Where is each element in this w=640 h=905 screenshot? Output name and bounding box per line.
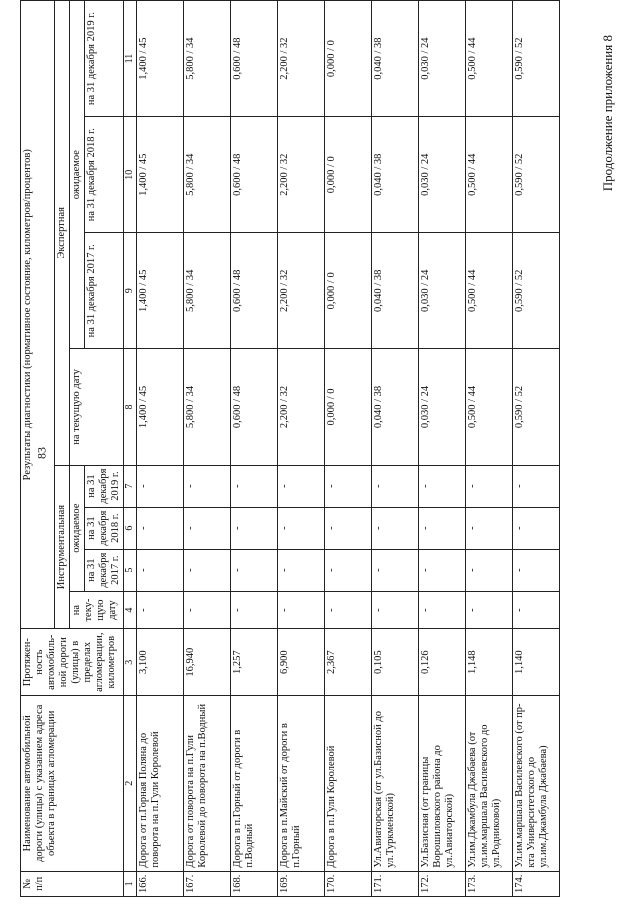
column-number: 11 — [124, 1, 137, 117]
cell-i1: - — [136, 591, 183, 629]
cell-e3: 0,500 / 44 — [465, 117, 512, 233]
header-name: Наименование автомобильной дороги (улицы) с указанием адреса объекта в границах агломерации — [21, 695, 124, 871]
cell-e1: 0,030 / 24 — [418, 349, 465, 465]
cell-no: 172. — [418, 871, 465, 896]
cell-e2: 5,800 / 34 — [183, 233, 230, 349]
cell-i2: - — [230, 549, 277, 591]
page-number: 83 — [34, 447, 49, 459]
cell-i4: - — [324, 465, 371, 507]
cell-i3: - — [230, 507, 277, 549]
cell-length: 1,257 — [230, 629, 277, 695]
header-length: Протяжен-ность автомобиль-ной дороги (улицы) в пределах агломерации, километров — [21, 629, 124, 695]
cell-e2: 1,400 / 45 — [136, 233, 183, 349]
cell-no: 174. — [512, 871, 559, 896]
header-instr-2017: на 31 декабря 2017 г. — [85, 549, 124, 591]
cell-i4: - — [512, 465, 559, 507]
cell-no: 166. — [136, 871, 183, 896]
cell-i3: - — [418, 507, 465, 549]
cell-name: Ул.им.Джамбула Джабаева (от ул.им.маршала Василевского до ул.Родниковой) — [465, 695, 512, 871]
column-numbers-row — [124, 1, 137, 897]
cell-name: Ул.Авиаторская (от ул.Базисной до ул.Туркменской) — [371, 695, 418, 871]
cell-i1: - — [324, 591, 371, 629]
cell-length: 6,900 — [277, 629, 324, 695]
cell-i1: - — [277, 591, 324, 629]
header-expert-2018: на 31 декабря 2018 г. — [85, 117, 124, 233]
cell-i2: - — [465, 549, 512, 591]
cell-i1: - — [371, 591, 418, 629]
cell-i4: - — [277, 465, 324, 507]
cell-i2: - — [183, 549, 230, 591]
column-number: 3 — [124, 629, 137, 695]
cell-name: Дорога в п.Майский от дороги в п.Горный — [277, 695, 324, 871]
header-expert: Экспертная — [55, 1, 70, 466]
table-row — [465, 1, 512, 897]
cell-e2: 0,030 / 24 — [418, 233, 465, 349]
column-number: 6 — [124, 507, 137, 549]
cell-i1: - — [512, 591, 559, 629]
column-number: 8 — [124, 349, 137, 465]
cell-i3: - — [371, 507, 418, 549]
table-body — [136, 1, 559, 897]
column-number: 5 — [124, 549, 137, 591]
cell-name: Дорога в п.Гули Королевой — [324, 695, 371, 871]
cell-e3: 0,030 / 24 — [418, 117, 465, 233]
cell-i4: - — [418, 465, 465, 507]
cell-i1: - — [465, 591, 512, 629]
cell-no: 173. — [465, 871, 512, 896]
cell-i2: - — [418, 549, 465, 591]
column-number: 7 — [124, 465, 137, 507]
cell-e1: 0,000 / 0 — [324, 349, 371, 465]
cell-i3: - — [136, 507, 183, 549]
cell-e2: 0,040 / 38 — [371, 233, 418, 349]
cell-i2: - — [277, 549, 324, 591]
cell-e2: 2,200 / 32 — [277, 233, 324, 349]
cell-e3: 5,800 / 34 — [183, 117, 230, 233]
column-number: 9 — [124, 233, 137, 349]
cell-length: 1,148 — [465, 629, 512, 695]
cell-e1: 0,590 / 52 — [512, 349, 559, 465]
cell-i4: - — [465, 465, 512, 507]
cell-e1: 0,500 / 44 — [465, 349, 512, 465]
cell-e4: 2,200 / 32 — [277, 1, 324, 117]
header-instr-2018: на 31 декабря 2018 г. — [85, 507, 124, 549]
header-instr-expected: ожидаемое — [70, 465, 85, 591]
cell-e1: 5,800 / 34 — [183, 349, 230, 465]
table-row — [324, 1, 371, 897]
cell-e4: 0,600 / 48 — [230, 1, 277, 117]
cell-e3: 2,200 / 32 — [277, 117, 324, 233]
cell-i2: - — [371, 549, 418, 591]
cell-e3: 0,040 / 38 — [371, 117, 418, 233]
diagnostics-table — [20, 0, 560, 897]
cell-length: 0,126 — [418, 629, 465, 695]
cell-length: 0,105 — [371, 629, 418, 695]
cell-e1: 2,200 / 32 — [277, 349, 324, 465]
cell-name: Дорога от поворота на п.Гули Королевой до поворота на п.Водный — [183, 695, 230, 871]
header-instrumental: Инструментальная — [55, 465, 70, 629]
cell-i1: - — [230, 591, 277, 629]
cell-i4: - — [183, 465, 230, 507]
cell-i3: - — [324, 507, 371, 549]
cell-i2: - — [324, 549, 371, 591]
cell-name: Дорога от п.Горная Поляна до поворота на п.Гули Королевой — [136, 695, 183, 871]
cell-no: 170. — [324, 871, 371, 896]
cell-name: Ул.Базисная (от границы Ворошиловского района до ул.Авиаторской) — [418, 695, 465, 871]
cell-i3: - — [277, 507, 324, 549]
column-number: 4 — [124, 591, 137, 629]
table-row — [371, 1, 418, 897]
cell-e2: 0,600 / 48 — [230, 233, 277, 349]
continuation-label: Продолжение приложения 8 — [600, 35, 615, 192]
header-expert-current: на текущую дату — [70, 349, 124, 465]
cell-i3: - — [512, 507, 559, 549]
column-number: 1 — [124, 871, 137, 896]
header-results: Результаты диагностики (нормативное состояние, километров/процентов) — [21, 1, 55, 629]
cell-e4: 0,590 / 52 — [512, 1, 559, 117]
cell-e3: 0,600 / 48 — [230, 117, 277, 233]
cell-length: 3,100 — [136, 629, 183, 695]
cell-i4: - — [230, 465, 277, 507]
header-expert-expected: ожидаемое — [70, 1, 85, 349]
cell-length: 1,140 — [512, 629, 559, 695]
cell-e3: 0,000 / 0 — [324, 117, 371, 233]
cell-e4: 1,400 / 45 — [136, 1, 183, 117]
cell-e1: 0,040 / 38 — [371, 349, 418, 465]
cell-e1: 0,600 / 48 — [230, 349, 277, 465]
cell-i4: - — [371, 465, 418, 507]
table-row — [512, 1, 559, 897]
header-instr-current: на теку-щую дату — [70, 591, 124, 629]
cell-i4: - — [136, 465, 183, 507]
column-number: 2 — [124, 695, 137, 871]
cell-e4: 5,800 / 34 — [183, 1, 230, 117]
cell-e3: 0,590 / 52 — [512, 117, 559, 233]
table-row — [230, 1, 277, 897]
cell-i1: - — [418, 591, 465, 629]
cell-i1: - — [183, 591, 230, 629]
cell-name: Ул.им.маршала Василевского (от пр-кта Университетского до ул.им.Джамбула Джабаева) — [512, 695, 559, 871]
header-expert-2019: на 31 декабря 2019 г. — [85, 1, 124, 117]
cell-no: 168. — [230, 871, 277, 896]
cell-no: 171. — [371, 871, 418, 896]
cell-no: 169. — [277, 871, 324, 896]
table-row — [418, 1, 465, 897]
cell-e3: 1,400 / 45 — [136, 117, 183, 233]
column-number: 10 — [124, 117, 137, 233]
cell-i3: - — [183, 507, 230, 549]
cell-e1: 1,400 / 45 — [136, 349, 183, 465]
header-no: № п/п — [21, 871, 124, 896]
cell-i2: - — [136, 549, 183, 591]
cell-e4: 0,000 / 0 — [324, 1, 371, 117]
header-instr-2019: на 31 декабря 2019 г. — [85, 465, 124, 507]
cell-e2: 0,000 / 0 — [324, 233, 371, 349]
cell-e4: 0,500 / 44 — [465, 1, 512, 117]
table-row — [183, 1, 230, 897]
table-row — [136, 1, 183, 897]
cell-no: 167. — [183, 871, 230, 896]
cell-length: 16,940 — [183, 629, 230, 695]
table-row — [277, 1, 324, 897]
cell-e4: 0,040 / 38 — [371, 1, 418, 117]
cell-e2: 0,590 / 52 — [512, 233, 559, 349]
header-expert-2017: на 31 декабря 2017 г. — [85, 233, 124, 349]
cell-i3: - — [465, 507, 512, 549]
cell-e2: 0,500 / 44 — [465, 233, 512, 349]
cell-length: 2,367 — [324, 629, 371, 695]
cell-name: Дорога в п.Горный от дороги в п.Водный — [230, 695, 277, 871]
cell-e4: 0,030 / 24 — [418, 1, 465, 117]
cell-i2: - — [512, 549, 559, 591]
